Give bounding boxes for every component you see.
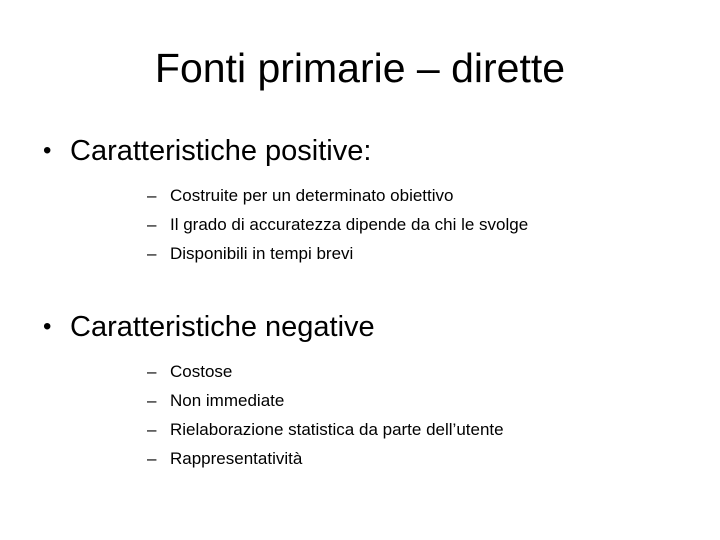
list-item xyxy=(147,444,703,473)
list-item-text: Rappresentatività xyxy=(170,449,303,468)
dash-icon: – xyxy=(147,449,157,468)
section-heading xyxy=(43,133,703,169)
slide-title: Fonti primarie – dirette xyxy=(154,45,566,91)
dash-icon: – xyxy=(147,215,157,234)
list-item-text: Costose xyxy=(170,362,233,381)
bullet-icon: • xyxy=(43,137,52,164)
dash-icon: – xyxy=(147,244,157,263)
list-item xyxy=(147,357,703,386)
negative-characteristics-section xyxy=(43,309,703,473)
positive-characteristics-section xyxy=(43,133,703,268)
dash-icon: – xyxy=(147,391,157,410)
section-heading-text: Caratteristiche negative xyxy=(70,311,375,343)
list-item xyxy=(147,386,703,415)
list-item-text: Costruite per un determinato obiettivo xyxy=(170,186,454,205)
bullet-icon: • xyxy=(43,313,52,340)
list-item xyxy=(147,181,703,210)
list-item-text: Non immediate xyxy=(170,391,285,410)
list-item-text: Disponibili in tempi brevi xyxy=(170,244,354,263)
list-item-text: Rielaborazione statistica da parte dell’utente xyxy=(170,420,504,439)
section-heading-text: Caratteristiche positive: xyxy=(70,135,372,167)
bullet-list xyxy=(43,357,703,473)
bullet-list xyxy=(43,181,703,268)
list-item-text: Il grado di accuratezza dipende da chi le svolge xyxy=(170,215,529,234)
list-item xyxy=(147,239,703,268)
section-heading xyxy=(43,309,703,345)
dash-icon: – xyxy=(147,362,157,381)
dash-icon: – xyxy=(147,420,157,439)
list-item xyxy=(147,415,703,444)
dash-icon: – xyxy=(147,186,157,205)
list-item xyxy=(147,210,703,239)
